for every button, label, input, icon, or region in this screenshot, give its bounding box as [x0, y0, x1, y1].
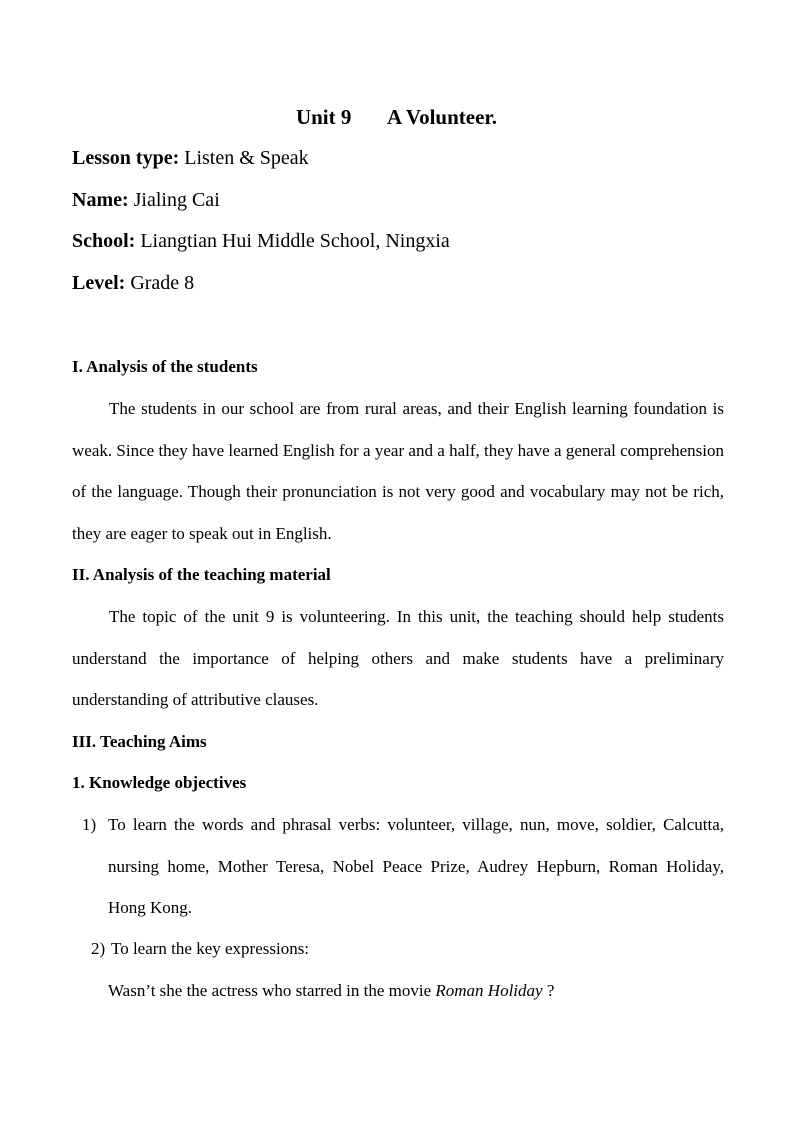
section-paragraph-material: The topic of the unit 9 is volunteering. In this unit, the teaching should help students understand the importance of helping others and make students have a preliminary understanding of attributive clauses. [72, 607, 724, 709]
section-heading-students: I. Analysis of the students [72, 357, 258, 376]
section-heading-material: II. Analysis of the teaching material [72, 565, 331, 584]
list-item-text: To learn the key expressions: [111, 939, 310, 958]
meta-label: Lesson type: [72, 147, 180, 169]
meta-label: School: [72, 230, 136, 252]
meta-label: Level: [72, 272, 126, 294]
meta-value: Jialing Cai [128, 189, 220, 211]
meta-name [72, 185, 220, 215]
example-sentence [108, 970, 554, 1012]
meta-lesson-type [72, 143, 309, 173]
meta-school [72, 226, 450, 256]
meta-value: Listen & Speak [179, 147, 309, 169]
meta-level [72, 268, 194, 298]
list-item-number: 2) [91, 939, 106, 958]
meta-value: Liangtian Hui Middle School, Ningxia [135, 230, 450, 252]
document-title: Unit 9 A Volunteer. [295, 105, 498, 129]
example-text-end: ? [542, 981, 555, 1000]
example-text: Wasn’t she the actress who starred in the movie [108, 981, 436, 1000]
meta-label: Name: [72, 189, 129, 211]
list-item-number: 1) [82, 815, 97, 834]
subheading-knowledge-objectives: 1. Knowledge objectives [72, 773, 247, 792]
list-item-text: To learn the words and phrasal verbs: volunteer, village, nun, move, soldier, Calcutta, nursing home, Mother Teresa, Nobel Peace Prize, Audrey Hepburn, Roman Holiday, Hong Kong. [108, 815, 724, 917]
example-movie-title: Roman Holiday [435, 981, 543, 1000]
section-paragraph-students: The students in our school are from rural areas, and their English learning foundation is weak. Since they have learned English for a year and a half, they have a general comprehension of the language. Though their pronunciation is not very good and vocabulary may not be rich, they are eager to speak out in English. [72, 399, 724, 543]
meta-value: Grade 8 [125, 272, 195, 294]
section-heading-aims: III. Teaching Aims [72, 732, 207, 751]
